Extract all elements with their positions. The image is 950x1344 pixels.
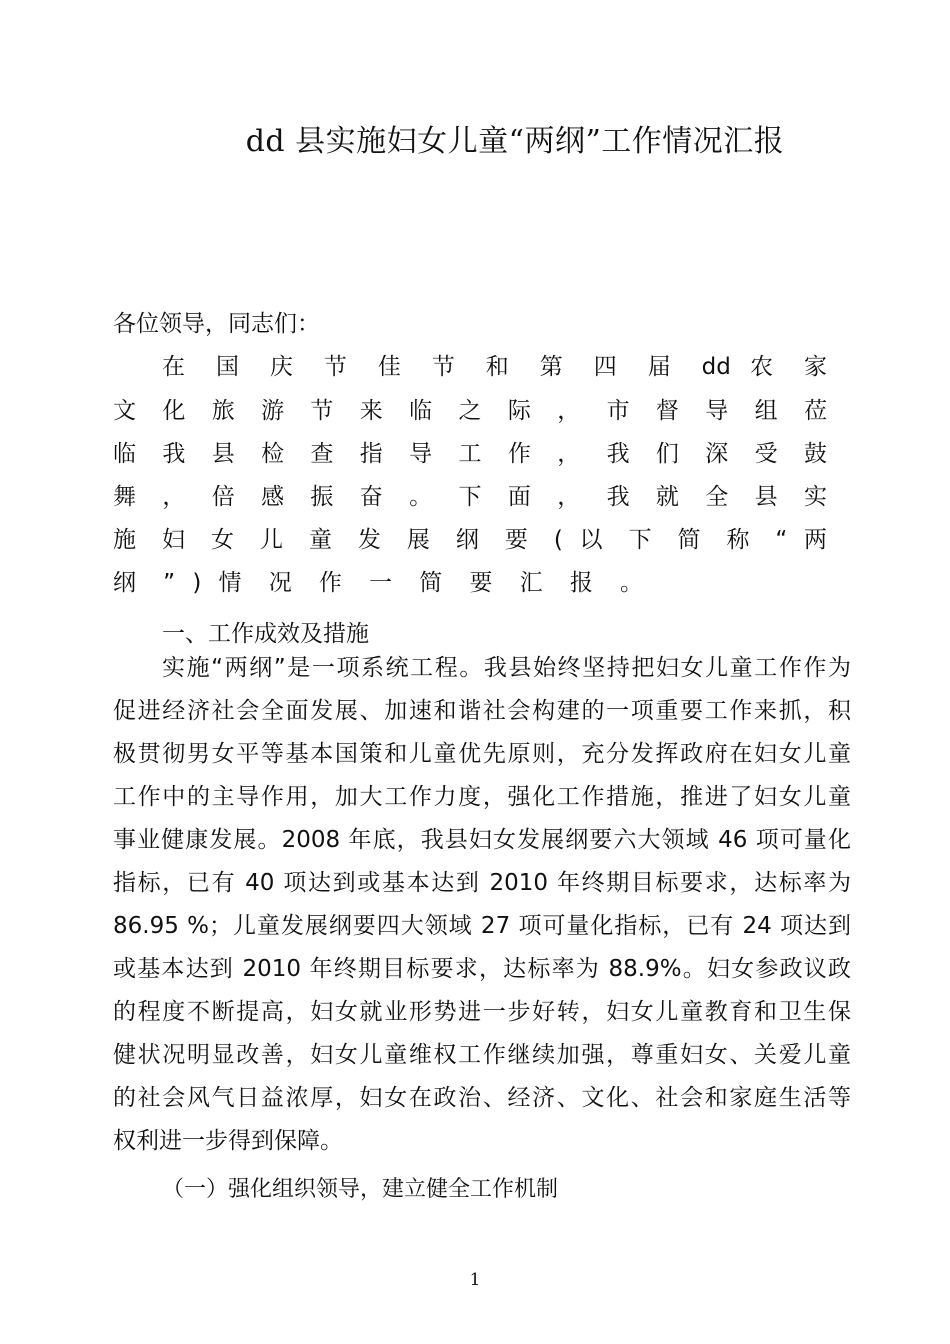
paragraph-line: 事业健康发展。2008 年底，我县妇女发展纲要六大领域 46 项可量化	[113, 827, 851, 853]
document-title: dd 县实施妇女儿童“两纲”工作情况汇报	[245, 124, 785, 159]
paragraph-line: 实施“两纲”是一项系统工程。我县始终坚持把妇女儿童工作作为	[162, 655, 851, 681]
intro-line: 文 化 旅 游 节 来 临 之 际 ， 市 督 导 组 莅	[113, 398, 827, 424]
paragraph-line: 的程度不断提高，妇女就业形势进一步好转，妇女儿童教育和卫生保	[113, 999, 851, 1025]
paragraph-line: 权利进一步得到保障。	[113, 1128, 343, 1154]
section-heading: 一、工作成效及措施	[162, 621, 369, 647]
salutation: 各位领导，同志们：	[113, 311, 320, 337]
paragraph-line: 工作中的主导作用，加大工作力度，强化工作措施，推进了妇女儿童	[113, 784, 851, 810]
intro-line: 在 国 庆 节 佳 节 和 第 四 届 dd 农 家	[162, 354, 827, 380]
paragraph-line: 健状况明显改善，妇女儿童维权工作继续加强，尊重妇女、关爱儿童	[113, 1042, 851, 1068]
intro-line: 临 我 县 检 查 指 导 工 作 ， 我 们 深 受 鼓	[113, 441, 827, 467]
subsection-heading: （一）强化组织领导，建立健全工作机制	[162, 1177, 559, 1202]
intro-line: 施 妇 女 儿 童 发 展 纲 要 ( 以 下 简 称 “ 两	[113, 527, 827, 553]
paragraph-line: 促进经济社会全面发展、加速和谐社会构建的一项重要工作来抓，积	[113, 698, 851, 724]
intro-line: 舞 ， 倍 感 振 奋 。 下 面 ， 我 就 全 县 实	[113, 484, 827, 510]
intro-line: 纲 ” ) 情 况 作 一 简 要 汇 报 。	[113, 570, 643, 596]
paragraph-line: 指标，已有 40 项达到或基本达到 2010 年终期目标要求，达标率为	[113, 870, 851, 896]
paragraph-line: 86.95 %；儿童发展纲要四大领域 27 项可量化指标，已有 24 项达到	[113, 913, 851, 939]
page-number: 1	[469, 1270, 481, 1290]
paragraph-line: 或基本达到 2010 年终期目标要求，达标率为 88.9%。妇女参政议政	[113, 956, 851, 982]
paragraph-line: 的社会风气日益浓厚，妇女在政治、经济、文化、社会和家庭生活等	[113, 1085, 851, 1111]
paragraph-line: 极贯彻男女平等基本国策和儿童优先原则，充分发挥政府在妇女儿童	[113, 741, 851, 767]
